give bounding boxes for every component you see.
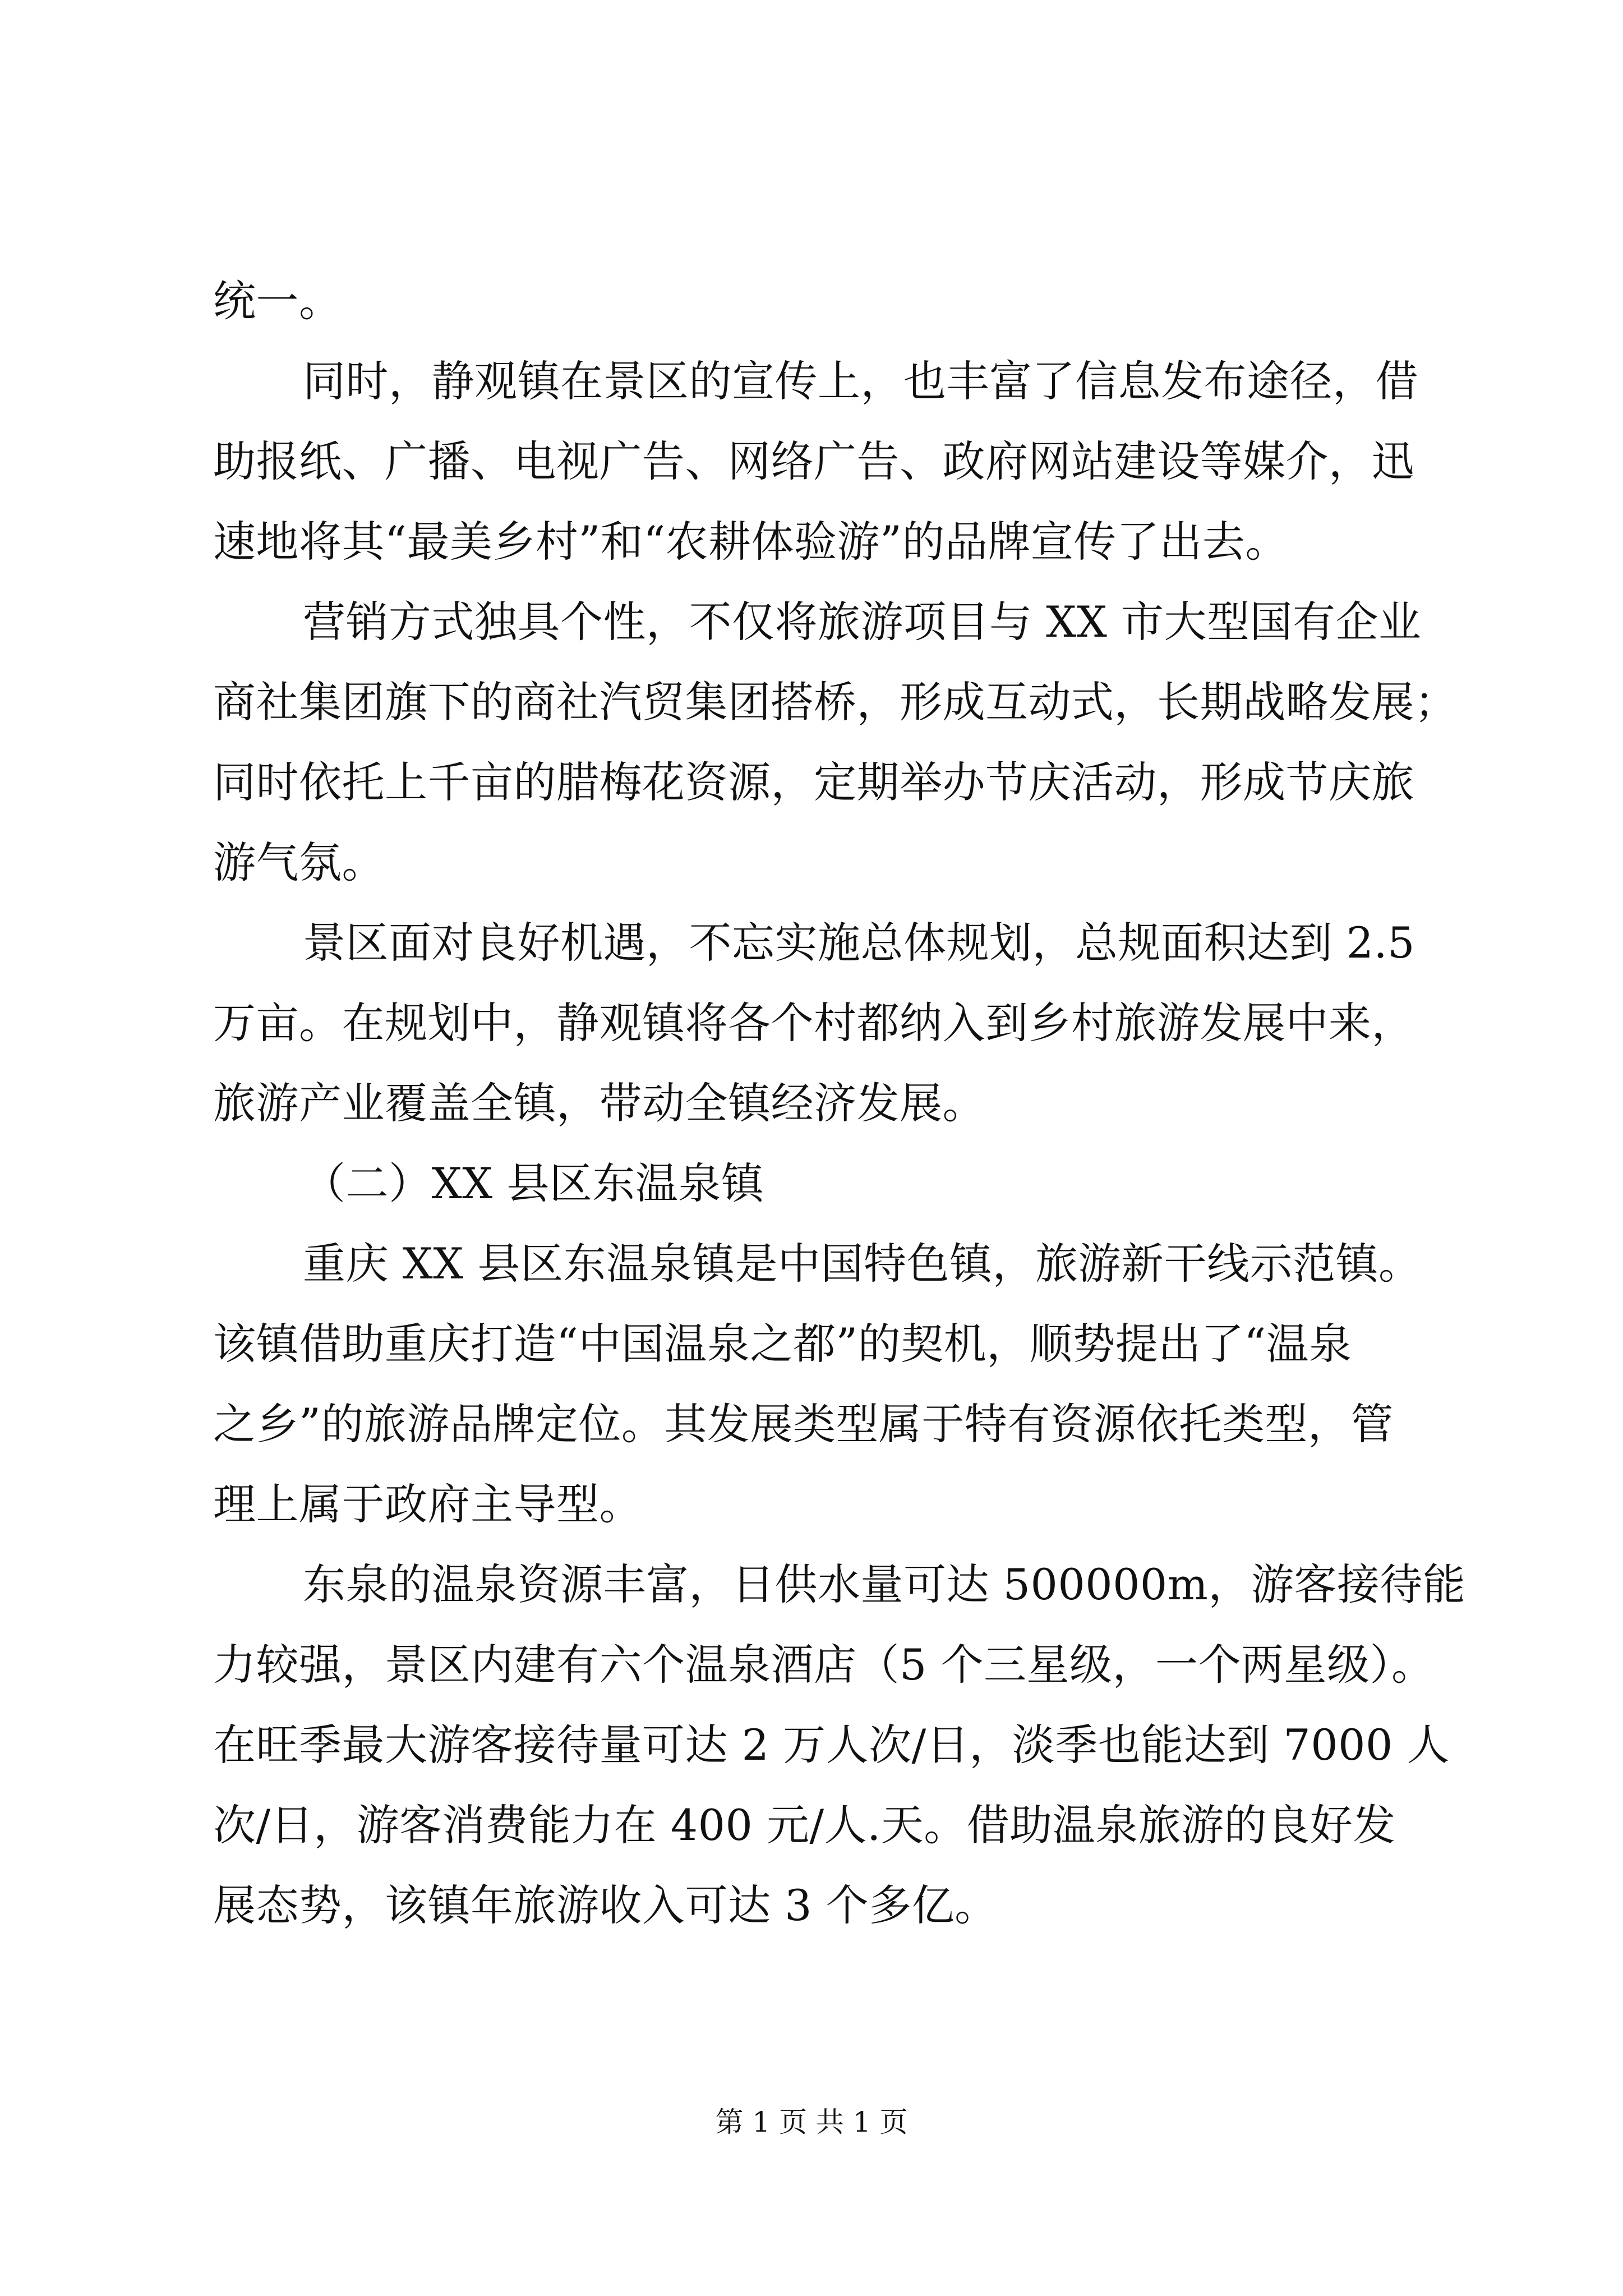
text-line: 该镇借助重庆打造“中国温泉之都”的契机，顺势提出了“温泉 [213,1319,1352,1369]
text-line: 展态势，该镇年旅游收入可达 3 个多亿。 [213,1880,998,1930]
text-line: 同时依托上千亩的腊梅花资源，定期举办节庆活动，形成节庆旅 [213,757,1414,807]
text-line: 营销方式独具个性，不仅将旅游项目与 XX 市大型国有企业 [303,597,1422,647]
text-line: 之乡”的旅游品牌定位。其发展类型属于特有资源依托类型，管 [213,1399,1394,1449]
document-body [213,261,1466,1945]
page-number-footer: 第 1 页 共 1 页 [715,2106,908,2138]
text-line: 旅游产业覆盖全镇，带动全镇经济发展。 [213,1078,985,1128]
text-line: 商社集团旗下的商社汽贸集团搭桥，形成互动式，长期战略发展； [213,677,1458,727]
section-heading: （二）XX 县区东温泉镇 [303,1158,764,1208]
text-line: 力较强，景区内建有六个温泉酒店（5 个三星级，一个两星级）。 [213,1640,1435,1690]
text-line: 助报纸、广播、电视广告、网络广告、政府网站建设等媒介，迅 [213,436,1414,486]
text-line: 统一。 [213,276,342,326]
text-line: 次/日，游客消费能力在 400 元/人.天。借助温泉旅游的良好发 [213,1800,1396,1850]
text-line: 游气氛。 [213,838,385,887]
text-line: 万亩。在规划中，静观镇将各个村都纳入到乡村旅游发展中来， [213,998,1414,1048]
text-line: 速地将其“最美乡村”和“农耕体验游”的品牌宣传了出去。 [213,517,1288,567]
text-line: 同时，静观镇在景区的宣传上，也丰富了信息发布途径，借 [303,356,1418,406]
text-line: 重庆 XX 县区东温泉镇是中国特色镇，旅游新干线示范镇。 [303,1239,1422,1289]
text-line: 在旺季最大游客接待量可达 2 万人次/日，淡季也能达到 7000 人 [213,1720,1450,1770]
text-line: 景区面对良好机遇，不忘实施总体规划，总规面积达到 2.5 [303,918,1415,968]
text-line: 理上属于政府主导型。 [213,1479,642,1529]
text-line: 东泉的温泉资源丰富，日供水量可达 500000m，游客接待能 [303,1559,1466,1609]
